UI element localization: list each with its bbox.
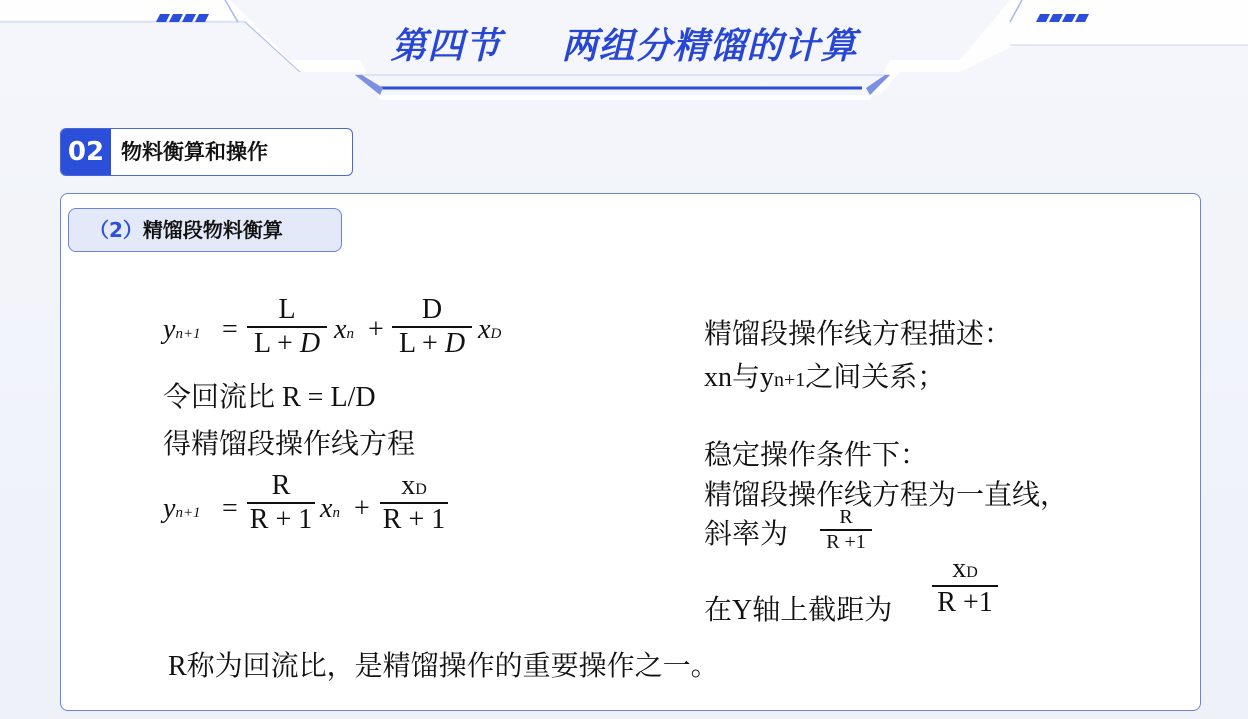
- section-label: 物料衡算和操作: [121, 140, 268, 164]
- reflux-ratio-line: 令回流比 R = L/D: [163, 382, 376, 413]
- desc-line-1: 精馏段操作线方程描述：: [704, 319, 1013, 350]
- eq1-x: xn: [334, 314, 354, 345]
- eq2-plus: +: [354, 493, 370, 524]
- desc-line-2: xn与yn+1之间关系；: [704, 362, 946, 393]
- section-title: 第四节: [390, 26, 502, 67]
- page-title: [0, 18, 1248, 69]
- eq2-fraction-1: R R + 1: [247, 470, 315, 536]
- get-equation-line: 得精馏段操作线方程: [163, 429, 416, 460]
- intercept-label: 在Y轴上截距为: [704, 595, 893, 626]
- eq1-lhs: yn+1: [163, 314, 201, 345]
- eq2-fraction-2: xD R + 1: [380, 470, 448, 536]
- intercept-fraction: xD R +1: [932, 553, 998, 619]
- topic-title: 两组分精馏的计算: [561, 26, 858, 67]
- section-number: 02: [61, 129, 111, 175]
- condition-line: 稳定操作条件下：: [704, 440, 929, 471]
- subsection-number: （2）: [89, 218, 143, 242]
- footer-note: R称为回流比，是精馏操作的重要操作之一。: [168, 651, 719, 682]
- eq2-x: xn: [320, 493, 340, 524]
- eq1-equals: =: [222, 314, 238, 345]
- straight-line-text: 精馏段操作线方程为一直线，: [704, 480, 1069, 511]
- eq1-xd: xD: [478, 314, 502, 345]
- subsection-tag: [68, 208, 342, 252]
- eq1-plus: +: [368, 314, 384, 345]
- subsection-label: 精馏段物料衡算: [142, 218, 283, 242]
- eq1-fraction-2: D L + D: [392, 294, 472, 360]
- slope-fraction: R R +1: [820, 506, 872, 554]
- slope-label: 斜率为: [704, 519, 789, 550]
- eq1-fraction-1: L L + D: [247, 294, 327, 360]
- section-tag: [60, 128, 353, 176]
- eq2-lhs: yn+1: [163, 493, 201, 524]
- eq2-equals: =: [222, 493, 238, 524]
